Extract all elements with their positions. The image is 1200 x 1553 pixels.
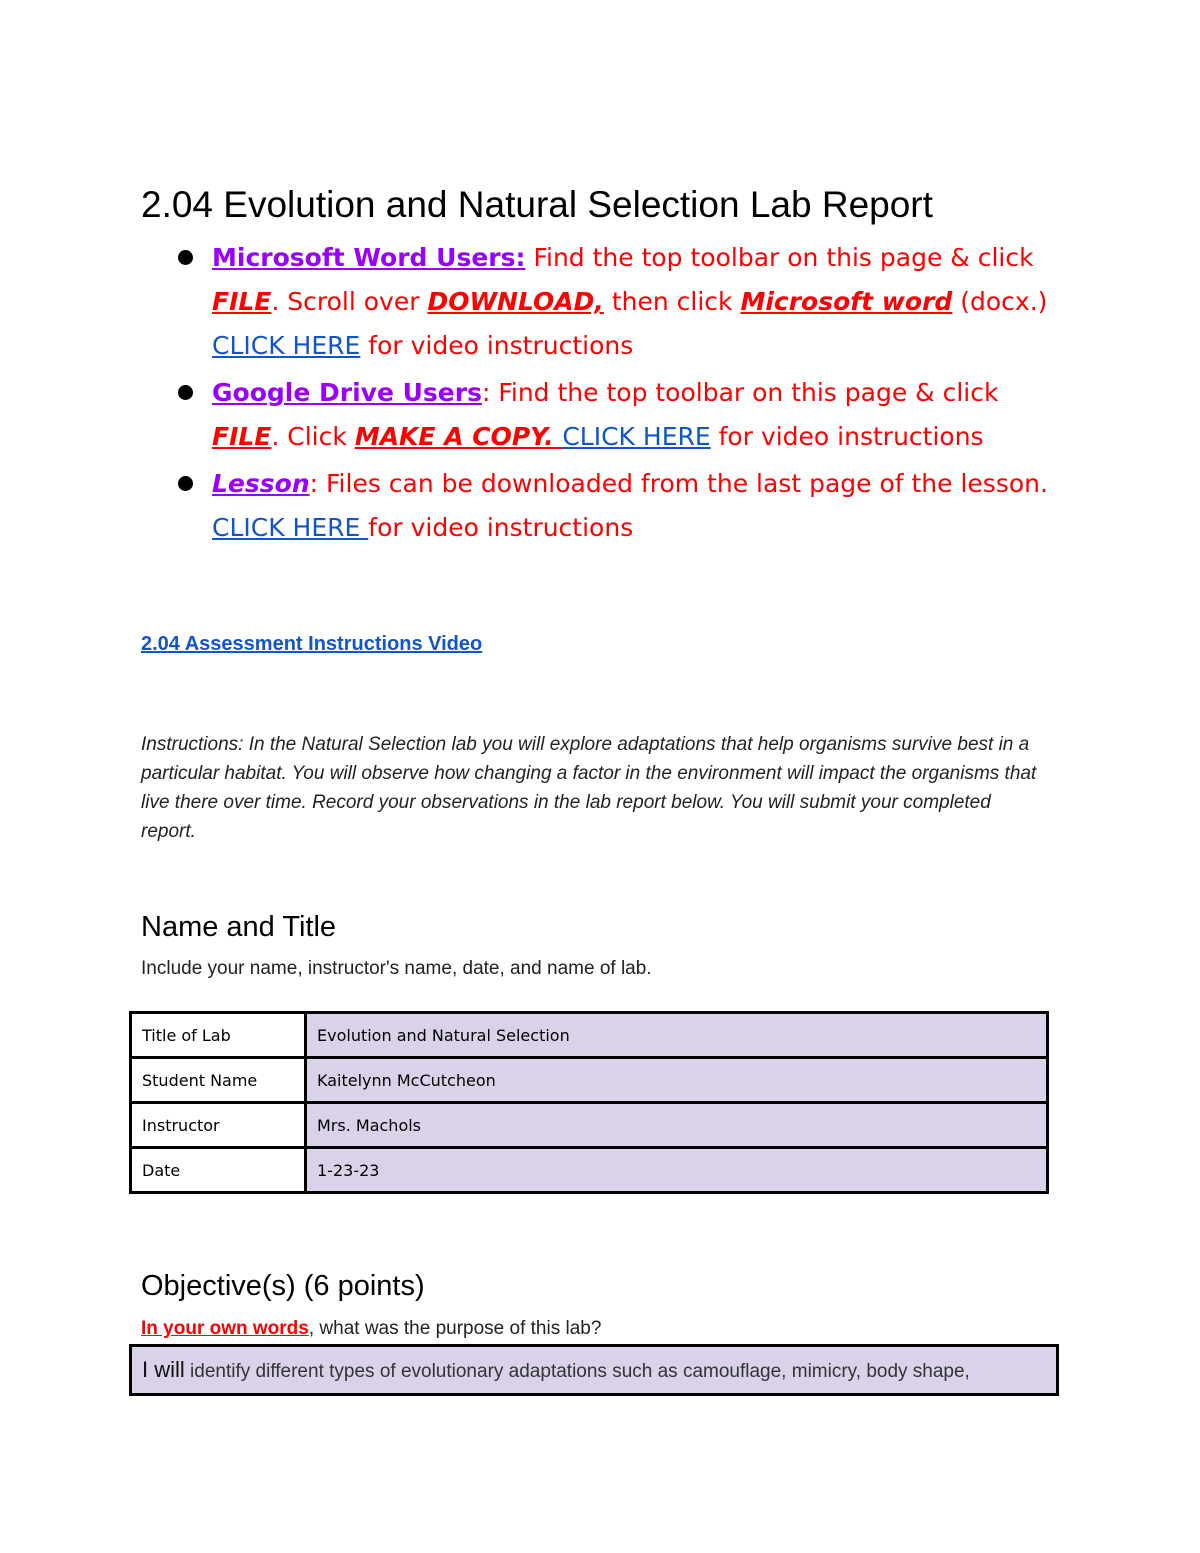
- bullet-microsoft-word: [170, 236, 1060, 368]
- own-words-emphasis: In your own words: [141, 1318, 309, 1339]
- click-here-link-word[interactable]: CLICK HERE: [212, 331, 361, 360]
- row-value-input[interactable]: Evolution and Natural Selection: [306, 1013, 1048, 1058]
- bullet-text: (docx.): [952, 287, 1048, 316]
- row-value-input[interactable]: Kaitelynn McCutcheon: [306, 1058, 1048, 1103]
- row-label: Date: [131, 1148, 306, 1193]
- answer-start: I will: [142, 1357, 185, 1382]
- table-row: [131, 1103, 1048, 1148]
- objective-prompt-text: , what was the purpose of this lab?: [308, 1318, 602, 1339]
- bullet-google-drive: [170, 371, 1060, 459]
- bullet-text: for video instructions: [710, 422, 984, 451]
- bullet-lesson: [170, 462, 1060, 550]
- click-here-link-drive[interactable]: CLICK HERE: [562, 422, 711, 451]
- row-value-input[interactable]: Mrs. Machols: [306, 1103, 1048, 1148]
- instruction-bullets: [170, 236, 1060, 553]
- bullet-text: : Files can be downloaded from the last page of the lesson.: [309, 469, 1048, 498]
- click-here-link-lesson[interactable]: CLICK HERE: [212, 513, 369, 542]
- bullet-text: : Find the top toolbar on this page & click: [481, 378, 999, 407]
- lesson-label: Lesson: [212, 469, 310, 498]
- bullet-dot-icon: [178, 476, 193, 491]
- bullet-dot-icon: [178, 385, 193, 400]
- assessment-video-link[interactable]: 2.04 Assessment Instructions Video: [141, 633, 483, 655]
- name-and-title-heading: Name and Title: [141, 911, 337, 943]
- microsoft-word-emphasis: Microsoft word: [740, 287, 953, 316]
- name-and-title-subtext: Include your name, instructor's name, date, and name of lab.: [141, 958, 652, 979]
- bullet-text: for video instructions: [360, 331, 634, 360]
- download-emphasis: DOWNLOAD,: [427, 287, 604, 316]
- bullet-dot-icon: [178, 250, 193, 265]
- objective-heading: Objective(s) (6 points): [141, 1270, 425, 1302]
- row-label: Student Name: [131, 1058, 306, 1103]
- bullet-text: . Scroll over: [271, 287, 428, 316]
- bullet-text: . Click: [271, 422, 355, 451]
- objective-prompt: [141, 1317, 601, 1341]
- row-label: Title of Lab: [131, 1013, 306, 1058]
- objective-answer-box[interactable]: [129, 1344, 1059, 1396]
- lab-info-table: [129, 1011, 1049, 1194]
- table-row: [131, 1013, 1048, 1058]
- bullet-text: then click: [603, 287, 741, 316]
- file-emphasis: FILE: [212, 422, 272, 451]
- bullet-text: for video instructions: [368, 513, 634, 542]
- google-drive-users-label: Google Drive Users: [212, 378, 482, 407]
- row-value-input[interactable]: 1-23-23: [306, 1148, 1048, 1193]
- row-label: Instructor: [131, 1103, 306, 1148]
- make-a-copy-emphasis: MAKE A COPY.: [354, 422, 563, 451]
- table-row: [131, 1058, 1048, 1103]
- file-emphasis: FILE: [212, 287, 272, 316]
- instructions-paragraph: Instructions: In the Natural Selection lab you will explore adaptations that help organisms survive best in a particular habitat. You will observe how changing a factor in the environment will impact the organisms that live there over time. Record your observations in the lab report below. You will submit your completed report.: [141, 734, 1037, 842]
- answer-text: identify different types of evolutionary adaptations such as camouflage, mimicry, body shape,: [184, 1361, 970, 1382]
- bullet-text: Find the top toolbar on this page & click: [525, 243, 1034, 272]
- document-title: 2.04 Evolution and Natural Selection Lab Report: [141, 184, 933, 225]
- microsoft-word-users-label: Microsoft Word Users:: [212, 243, 526, 272]
- table-row: [131, 1148, 1048, 1193]
